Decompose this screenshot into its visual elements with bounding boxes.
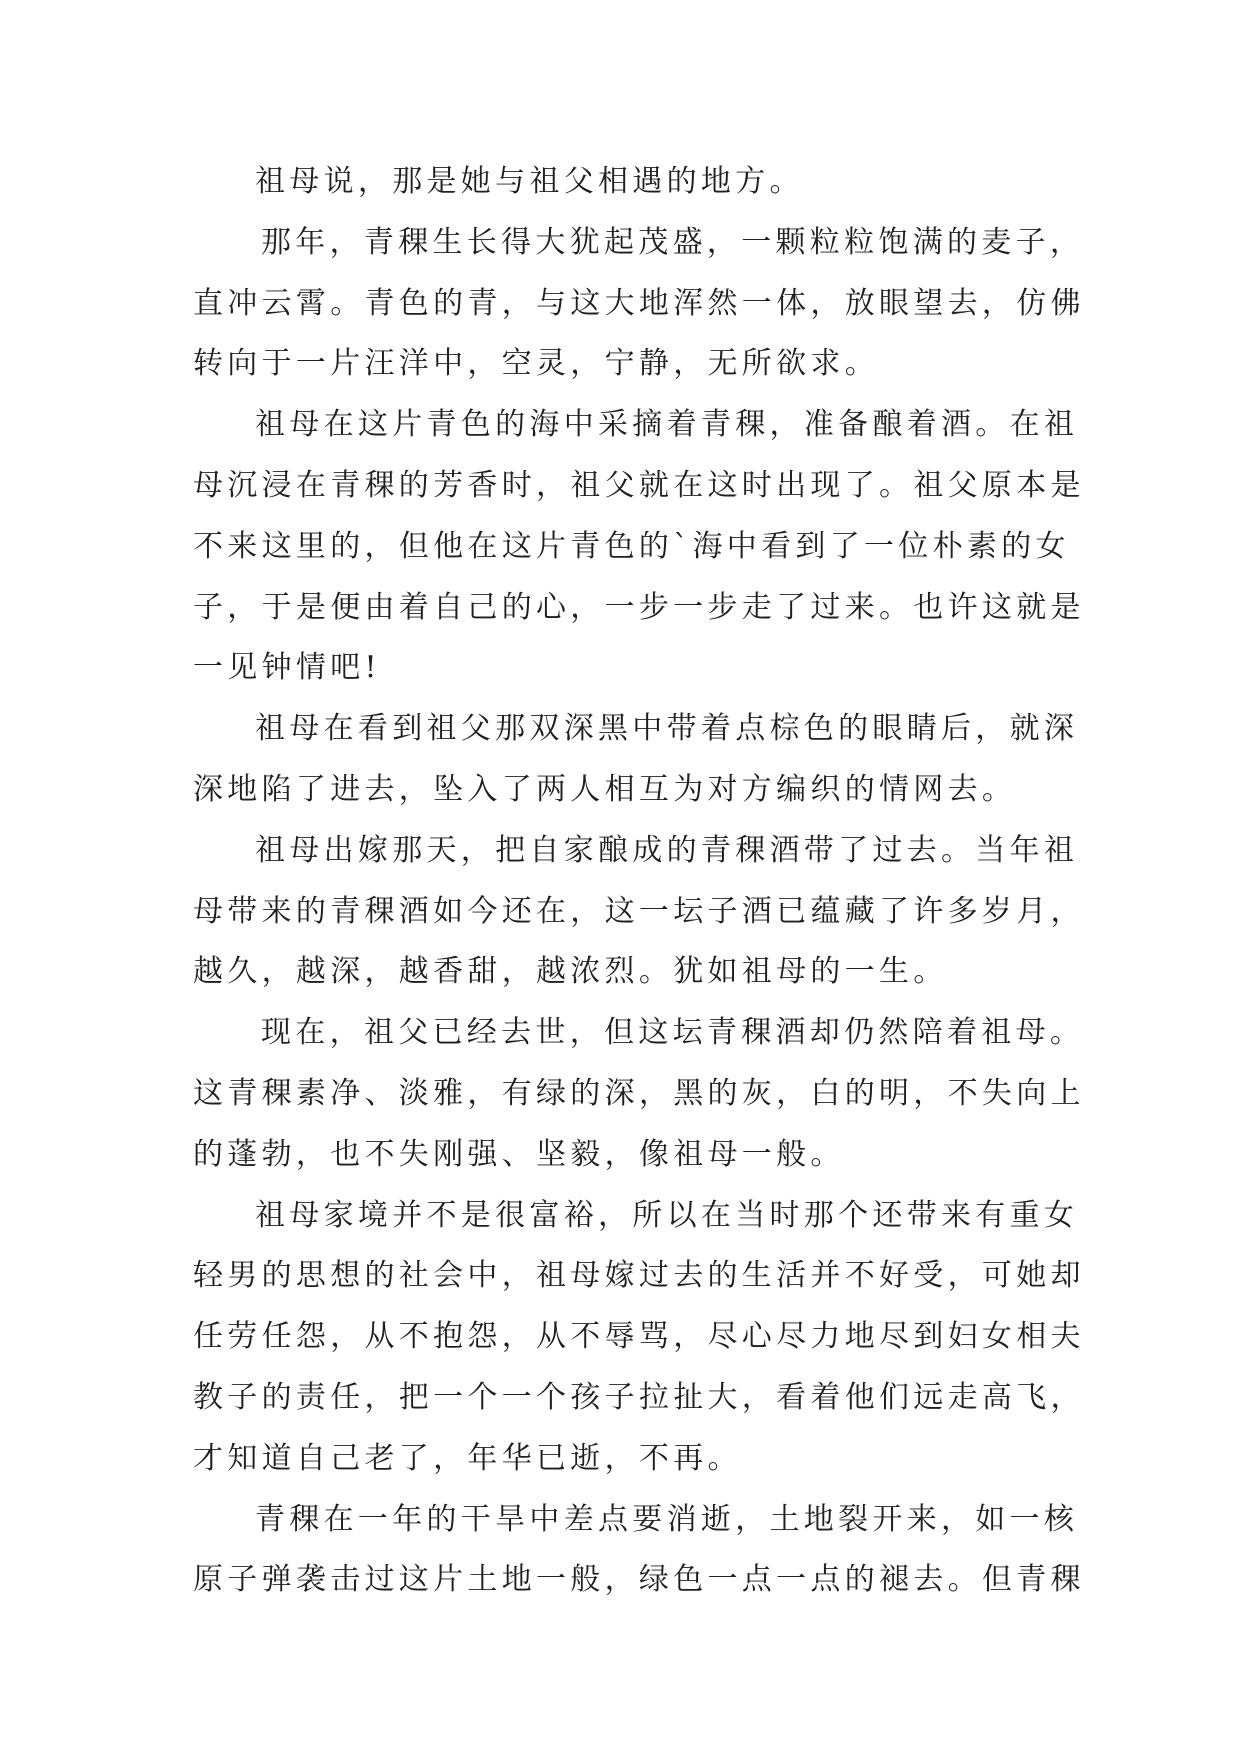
paragraph-line: 任劳任怨，从不抱怨，从不辱骂，尽心尽力地尽到妇女相夫 — [193, 1319, 1085, 1355]
paragraph-line: 越久，越深，越香甜，越浓烈。犹如祖母的一生。 — [193, 954, 948, 990]
paragraph-line: 现在，祖父已经去世，但这坛青稞酒却仍然陪着祖母。 — [261, 1015, 1085, 1051]
paragraph-line: 转向于一片汪洋中，空灵，宁静，无所欲求。 — [193, 346, 879, 382]
paragraph-line: 深地陷了进去，坠入了两人相互为对方编织的情网去。 — [193, 771, 1017, 807]
paragraph-line: 原子弹袭击过这片土地一般，绿色一点一点的褪去。但青稞 — [193, 1562, 1085, 1598]
paragraph-line: 祖母家境并不是很富裕，所以在当时那个还带来有重女 — [255, 1197, 1079, 1233]
paragraph-line: 这青稞素净、淡雅，有绿的深，黑的灰，白的明，不失向上 — [193, 1075, 1085, 1111]
paragraph-line: 一见钟情吧! — [193, 650, 381, 686]
paragraph-line: 祖母在这片青色的海中采摘着青稞，准备酿着酒。在祖 — [255, 407, 1079, 443]
paragraph-line: 那年，青稞生长得大犹起茂盛，一颗粒粒饱满的麦子， — [261, 224, 1085, 260]
paragraph-line: 母带来的青稞酒如今还在，这一坛子酒已蕴藏了许多岁月， — [193, 893, 1085, 929]
paragraph-line: 祖母出嫁那天，把自家酿成的青稞酒带了过去。当年祖 — [255, 832, 1079, 868]
paragraph-line: 祖母说，那是她与祖父相遇的地方。 — [255, 164, 804, 199]
paragraph-line: 子，于是便由着自己的心，一步一步走了过来。也许这就是 — [193, 589, 1085, 625]
paragraph-line: 的蓬勃，也不失刚强、坚毅，像祖母一般。 — [193, 1136, 845, 1172]
paragraph-line: 祖母在看到祖父那双深黑中带着点棕色的眼睛后，就深 — [255, 711, 1079, 747]
paragraph-line: 才知道自己老了，年华已逝，不再。 — [193, 1440, 742, 1476]
article-body — [193, 152, 1085, 1611]
paragraph-line: 青稞在一年的干旱中差点要消逝，土地裂开来，如一核 — [255, 1501, 1079, 1537]
paragraph-line: 轻男的思想的社会中，祖母嫁过去的生活并不好受，可她却 — [193, 1258, 1085, 1294]
paragraph-line: 母沉浸在青稞的芳香时，祖父就在这时出现了。祖父原本是 — [193, 467, 1085, 503]
paragraph-line: 教子的责任，把一个一个孩子拉扯大，看着他们远走高飞， — [193, 1379, 1085, 1415]
paragraph-line: 不来这里的，但他在这片青色的`海中看到了一位朴素的女 — [193, 528, 1070, 564]
paragraph-line: 直冲云霄。青色的青，与这大地浑然一体，放眼望去，仿佛 — [193, 285, 1085, 321]
